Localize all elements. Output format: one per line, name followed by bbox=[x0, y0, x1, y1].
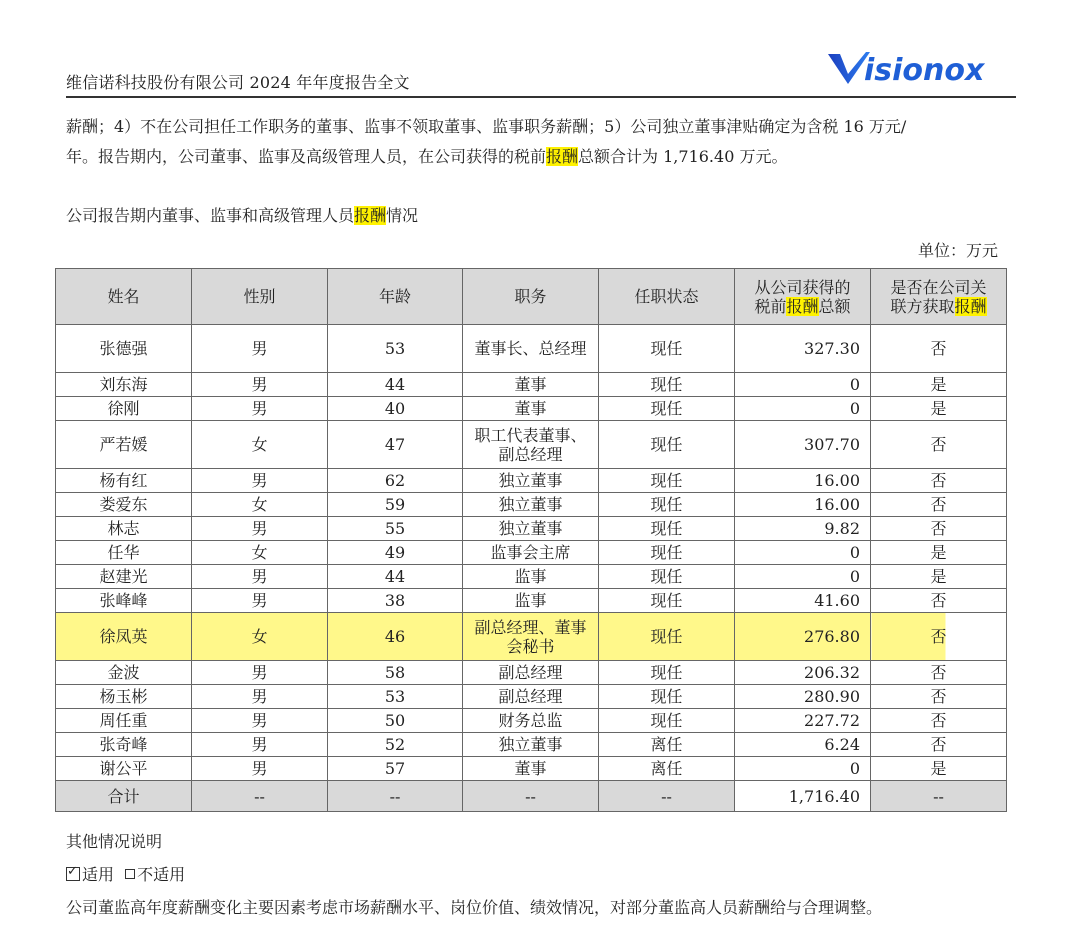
cell-status: 现任 bbox=[599, 661, 735, 685]
cell-related: 否 bbox=[871, 493, 1007, 517]
table-row bbox=[56, 709, 1007, 733]
cell-position: 财务总监 bbox=[463, 709, 599, 733]
cell-gender: 男 bbox=[192, 325, 328, 373]
compensation-table bbox=[55, 268, 1007, 812]
cell-name: 任华 bbox=[56, 541, 192, 565]
table-row bbox=[56, 613, 1007, 661]
cell-related: 是 bbox=[871, 757, 1007, 781]
cell-related: 否 bbox=[871, 589, 1007, 613]
cell-comp: 0 bbox=[735, 565, 871, 589]
cell-related: 否 bbox=[871, 661, 1007, 685]
cell-comp: 206.32 bbox=[735, 661, 871, 685]
cell-comp: 0 bbox=[735, 541, 871, 565]
cell-age: 44 bbox=[328, 565, 463, 589]
table-row bbox=[56, 661, 1007, 685]
cell-age: 49 bbox=[328, 541, 463, 565]
cell-status: 现任 bbox=[599, 373, 735, 397]
table-row bbox=[56, 541, 1007, 565]
total-age: -- bbox=[328, 781, 463, 812]
paragraph-line-1: 薪酬；4）不在公司担任工作职务的董事、监事不领取董事、监事职务薪酬；5）公司独立董事津贴确定为含税 16 万元/ bbox=[66, 117, 907, 136]
table-row bbox=[56, 757, 1007, 781]
cell-comp: 16.00 bbox=[735, 469, 871, 493]
table-row bbox=[56, 493, 1007, 517]
cell-gender: 男 bbox=[192, 589, 328, 613]
cell-status: 现任 bbox=[599, 709, 735, 733]
total-status: -- bbox=[599, 781, 735, 812]
total-position: -- bbox=[463, 781, 599, 812]
header-name: 姓名 bbox=[56, 269, 192, 325]
cell-position: 董事 bbox=[463, 757, 599, 781]
document-header-title: 维信诺科技股份有限公司 2024 年年度报告全文 bbox=[66, 73, 410, 92]
cell-status: 现任 bbox=[599, 613, 735, 661]
cell-related: 否 bbox=[871, 421, 1007, 469]
cell-status: 离任 bbox=[599, 757, 735, 781]
cell-position: 副总经理、董事会秘书 bbox=[463, 613, 599, 661]
total-compensation: 1,716.40 bbox=[735, 781, 871, 812]
header-status: 任职状态 bbox=[599, 269, 735, 325]
cell-related: 否 bbox=[871, 685, 1007, 709]
cell-age: 53 bbox=[328, 685, 463, 709]
cell-comp: 41.60 bbox=[735, 589, 871, 613]
cell-gender: 男 bbox=[192, 397, 328, 421]
table-row bbox=[56, 469, 1007, 493]
cell-age: 53 bbox=[328, 325, 463, 373]
cell-position: 独立董事 bbox=[463, 493, 599, 517]
total-related: -- bbox=[871, 781, 1007, 812]
cell-name: 张峰峰 bbox=[56, 589, 192, 613]
cell-comp: 280.90 bbox=[735, 685, 871, 709]
cell-related: 否 bbox=[871, 325, 1007, 373]
cell-position: 独立董事 bbox=[463, 517, 599, 541]
cell-position: 董事 bbox=[463, 373, 599, 397]
table-row bbox=[56, 421, 1007, 469]
cell-age: 52 bbox=[328, 733, 463, 757]
svg-text:isionox: isionox bbox=[864, 53, 985, 88]
cell-name: 杨有红 bbox=[56, 469, 192, 493]
cell-gender: 男 bbox=[192, 661, 328, 685]
table-row bbox=[56, 733, 1007, 757]
cell-comp: 327.30 bbox=[735, 325, 871, 373]
header-age: 年龄 bbox=[328, 269, 463, 325]
cell-age: 57 bbox=[328, 757, 463, 781]
cell-position: 独立董事 bbox=[463, 469, 599, 493]
cell-gender: 男 bbox=[192, 565, 328, 589]
cell-related: 否 bbox=[871, 517, 1007, 541]
cell-status: 现任 bbox=[599, 685, 735, 709]
header-position: 职务 bbox=[463, 269, 599, 325]
total-label: 合计 bbox=[56, 781, 192, 812]
cell-status: 现任 bbox=[599, 589, 735, 613]
cell-gender: 女 bbox=[192, 493, 328, 517]
cell-position: 董事 bbox=[463, 397, 599, 421]
cell-gender: 男 bbox=[192, 733, 328, 757]
cell-gender: 男 bbox=[192, 373, 328, 397]
table-row bbox=[56, 517, 1007, 541]
cell-related: 是 bbox=[871, 397, 1007, 421]
cell-age: 44 bbox=[328, 373, 463, 397]
cell-comp: 0 bbox=[735, 373, 871, 397]
cell-name: 张德强 bbox=[56, 325, 192, 373]
cell-name: 谢公平 bbox=[56, 757, 192, 781]
cell-status: 现任 bbox=[599, 565, 735, 589]
cell-age: 55 bbox=[328, 517, 463, 541]
cell-gender: 女 bbox=[192, 421, 328, 469]
cell-gender: 男 bbox=[192, 469, 328, 493]
table-row bbox=[56, 565, 1007, 589]
paragraph-line-2: 年。报告期内，公司董事、监事及高级管理人员，在公司获得的税前报酬总额合计为 1,716.40 万元。 bbox=[66, 147, 788, 166]
cell-age: 50 bbox=[328, 709, 463, 733]
cell-name: 娄爱东 bbox=[56, 493, 192, 517]
table-row bbox=[56, 685, 1007, 709]
cell-position: 监事 bbox=[463, 565, 599, 589]
cell-name: 严若媛 bbox=[56, 421, 192, 469]
cell-comp: 276.80 bbox=[735, 613, 871, 661]
cell-age: 58 bbox=[328, 661, 463, 685]
total-gender: -- bbox=[192, 781, 328, 812]
other-notes-title: 其他情况说明 bbox=[66, 832, 163, 851]
cell-position: 独立董事 bbox=[463, 733, 599, 757]
header-rule bbox=[66, 96, 1016, 98]
cell-gender: 男 bbox=[192, 685, 328, 709]
cell-related: 否 bbox=[871, 613, 1007, 661]
cell-age: 40 bbox=[328, 397, 463, 421]
cell-gender: 女 bbox=[192, 541, 328, 565]
cell-age: 38 bbox=[328, 589, 463, 613]
notes-description: 公司董监高年度薪酬变化主要因素考虑市场薪酬水平、岗位价值、绩效情况，对部分董监高人员薪酬给与合理调整。 bbox=[66, 898, 883, 917]
cell-position: 监事 bbox=[463, 589, 599, 613]
cell-age: 62 bbox=[328, 469, 463, 493]
not-applicable-label: 不适用 bbox=[137, 865, 186, 884]
cell-position: 副总经理 bbox=[463, 685, 599, 709]
cell-gender: 男 bbox=[192, 709, 328, 733]
cell-comp: 227.72 bbox=[735, 709, 871, 733]
cell-comp: 0 bbox=[735, 757, 871, 781]
cell-position: 职工代表董事、副总经理 bbox=[463, 421, 599, 469]
table-row bbox=[56, 589, 1007, 613]
table-row bbox=[56, 373, 1007, 397]
cell-name: 金波 bbox=[56, 661, 192, 685]
visionox-logo bbox=[826, 48, 1006, 92]
cell-related: 是 bbox=[871, 541, 1007, 565]
applicability-checkboxes bbox=[66, 862, 185, 885]
cell-name: 杨玉彬 bbox=[56, 685, 192, 709]
cell-name: 刘东海 bbox=[56, 373, 192, 397]
cell-name: 周任重 bbox=[56, 709, 192, 733]
table-row bbox=[56, 397, 1007, 421]
checked-checkbox-icon bbox=[66, 867, 80, 881]
cell-name: 徐刚 bbox=[56, 397, 192, 421]
unit-label: 单位：万元 bbox=[917, 241, 998, 260]
cell-age: 46 bbox=[328, 613, 463, 661]
header-gender: 性别 bbox=[192, 269, 328, 325]
cell-age: 47 bbox=[328, 421, 463, 469]
header-compensation: 从公司获得的 税前报酬总额 bbox=[735, 269, 871, 325]
applicable-label: 适用 bbox=[82, 865, 115, 884]
cell-related: 否 bbox=[871, 469, 1007, 493]
cell-status: 现任 bbox=[599, 517, 735, 541]
cell-status: 现任 bbox=[599, 469, 735, 493]
cell-gender: 男 bbox=[192, 757, 328, 781]
table-total-row bbox=[56, 781, 1007, 812]
cell-position: 董事长、总经理 bbox=[463, 325, 599, 373]
cell-status: 现任 bbox=[599, 325, 735, 373]
cell-position: 副总经理 bbox=[463, 661, 599, 685]
header-related-party: 是否在公司关 联方获取报酬 bbox=[871, 269, 1007, 325]
table-header-row bbox=[56, 269, 1007, 325]
cell-name: 赵建光 bbox=[56, 565, 192, 589]
cell-related: 是 bbox=[871, 565, 1007, 589]
cell-comp: 0 bbox=[735, 397, 871, 421]
cell-related: 否 bbox=[871, 733, 1007, 757]
cell-age: 59 bbox=[328, 493, 463, 517]
cell-name: 林志 bbox=[56, 517, 192, 541]
cell-comp: 6.24 bbox=[735, 733, 871, 757]
cell-related: 是 bbox=[871, 373, 1007, 397]
cell-name: 张奇峰 bbox=[56, 733, 192, 757]
cell-gender: 女 bbox=[192, 613, 328, 661]
cell-comp: 307.70 bbox=[735, 421, 871, 469]
cell-related: 否 bbox=[871, 709, 1007, 733]
table-caption: 公司报告期内董事、监事和高级管理人员报酬情况 bbox=[66, 206, 419, 225]
cell-status: 现任 bbox=[599, 493, 735, 517]
cell-name: 徐凤英 bbox=[56, 613, 192, 661]
unchecked-checkbox-icon bbox=[125, 869, 135, 879]
cell-comp: 9.82 bbox=[735, 517, 871, 541]
cell-status: 现任 bbox=[599, 541, 735, 565]
cell-gender: 男 bbox=[192, 517, 328, 541]
cell-status: 离任 bbox=[599, 733, 735, 757]
table-row bbox=[56, 325, 1007, 373]
cell-status: 现任 bbox=[599, 421, 735, 469]
cell-comp: 16.00 bbox=[735, 493, 871, 517]
cell-position: 监事会主席 bbox=[463, 541, 599, 565]
cell-status: 现任 bbox=[599, 397, 735, 421]
